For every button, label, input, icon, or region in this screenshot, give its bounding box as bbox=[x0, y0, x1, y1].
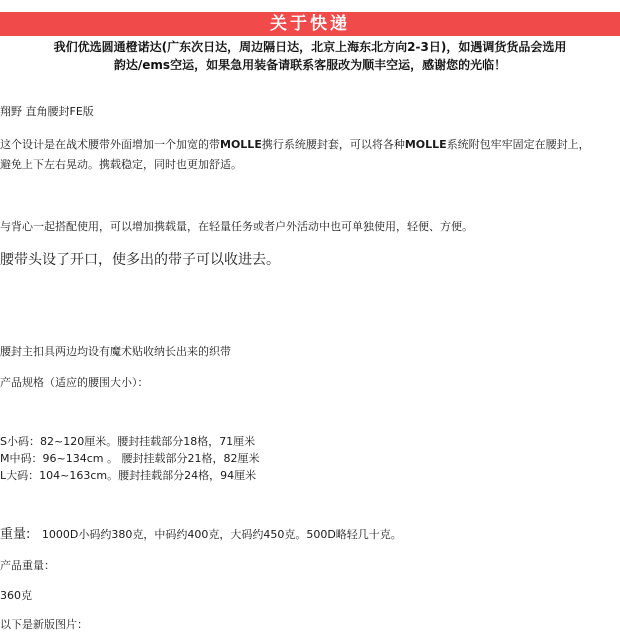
description-text-e: 系统附包牢牢固定在腰封上， bbox=[446, 138, 590, 151]
description-line-4: 腰带头设了开口，使多出的带子可以收进去。 bbox=[0, 252, 280, 268]
size-m: M中码：96~134cm 。 腰封挂载部分21格，82厘米 bbox=[0, 452, 260, 465]
description-line-2: 避免上下左右晃动。携载稳定，同时也更加舒适。 bbox=[0, 158, 242, 171]
weight-title: 产品重量： bbox=[0, 559, 55, 572]
molle-term: MOLLE bbox=[404, 138, 447, 151]
description-line-1 bbox=[0, 136, 590, 152]
weight-text: 1000D小码约380克，中码约400克，大码约450克。500D略轻几十克。 bbox=[41, 528, 402, 541]
description-text-a: 这个设计是在战术腰带外面增加一个加宽的带 bbox=[0, 138, 220, 151]
weight-row bbox=[0, 523, 402, 542]
shipping-notice-line-1: 我们优选圆通橙诺达(广东次日达，周边隔日达，北京上海东北方向2-3日)，如遇调货货品会选用 bbox=[53, 40, 567, 54]
shipping-notice-line-2: 韵达/ems空运，如果急用装备请联系客服改为顺丰空运，感谢您的光临！ bbox=[113, 58, 507, 72]
product-name: 翔野 直角腰封FE版 bbox=[0, 105, 94, 118]
description-line-5: 腰封主扣具两边均设有魔术贴收纳长出来的织带 bbox=[0, 345, 231, 358]
size-l: L大码：104~163cm。腰封挂载部分24格，94厘米 bbox=[0, 469, 257, 482]
new-pictures-label: 以下是新版图片： bbox=[0, 618, 88, 631]
weight-value: 360克 bbox=[0, 589, 32, 602]
size-s: S小码：82~120厘米。腰封挂载部分18格，71厘米 bbox=[0, 435, 256, 448]
molle-term: MOLLE bbox=[220, 138, 262, 151]
weight-label: 重量: bbox=[0, 527, 31, 542]
spec-label: 产品规格（适应的腰围大小）： bbox=[0, 376, 149, 389]
description-line-3: 与背心一起搭配使用，可以增加携载量，在轻量任务或者户外活动中也可单独使用，轻便、方便。 bbox=[0, 220, 473, 233]
shipping-banner: 关于快递 bbox=[0, 12, 620, 36]
description-text-c: 携行系统腰封套，可以将各种 bbox=[261, 138, 405, 151]
